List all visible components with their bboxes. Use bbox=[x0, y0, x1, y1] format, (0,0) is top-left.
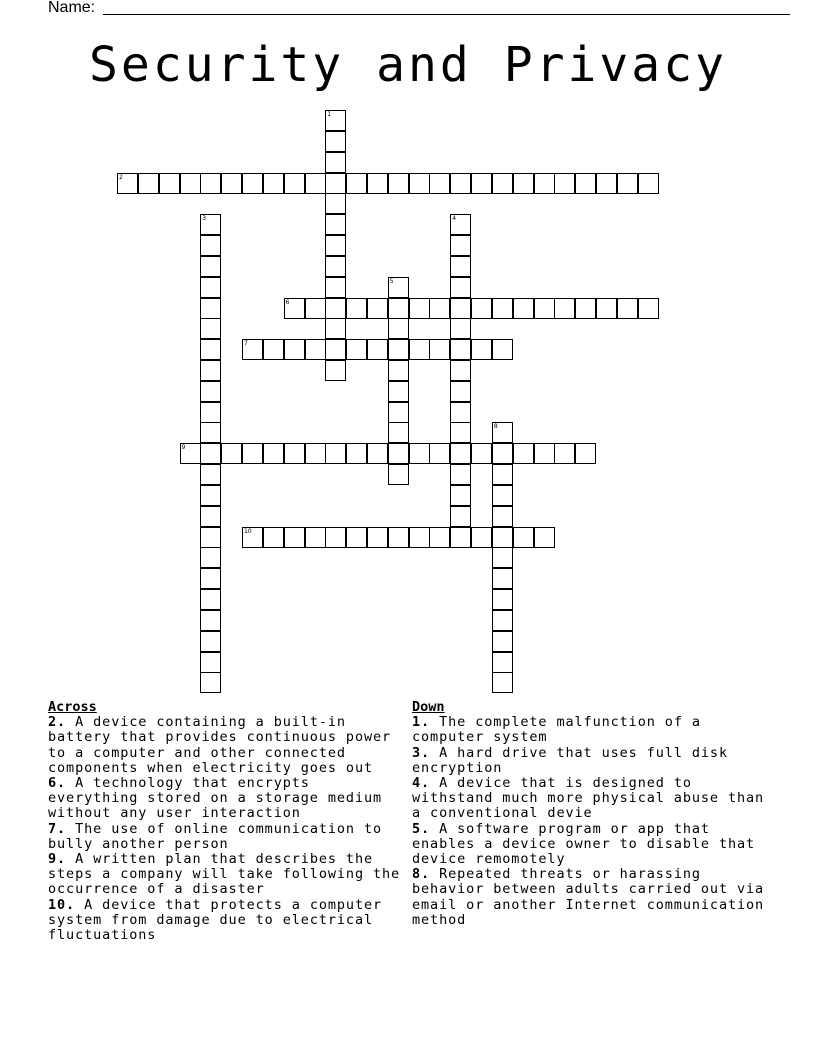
crossword-cell[interactable] bbox=[242, 173, 263, 194]
crossword-cell[interactable] bbox=[429, 173, 450, 194]
crossword-cell[interactable] bbox=[325, 360, 346, 381]
crossword-cell[interactable] bbox=[450, 214, 471, 235]
crossword-cell[interactable] bbox=[325, 339, 346, 360]
clue-number-label: 7 bbox=[244, 340, 248, 348]
crossword-cell[interactable] bbox=[513, 173, 534, 194]
crossword-cell[interactable] bbox=[180, 173, 201, 194]
crossword-cell[interactable] bbox=[409, 527, 430, 548]
crossword-cell[interactable] bbox=[513, 443, 534, 464]
crossword-cell[interactable] bbox=[305, 339, 326, 360]
crossword-cell[interactable] bbox=[596, 173, 617, 194]
clue-across bbox=[48, 715, 404, 776]
crossword-cell[interactable] bbox=[554, 173, 575, 194]
clue-down bbox=[412, 776, 772, 822]
crossword-cell[interactable] bbox=[200, 402, 221, 423]
clue-number: 9. bbox=[48, 851, 67, 868]
crossword-cell[interactable] bbox=[325, 110, 346, 131]
crossword-cell[interactable] bbox=[513, 527, 534, 548]
crossword-cell[interactable] bbox=[617, 298, 638, 319]
crossword-cell[interactable] bbox=[450, 506, 471, 527]
crossword-cell[interactable] bbox=[325, 235, 346, 256]
crossword-cell[interactable] bbox=[534, 173, 555, 194]
page-title: Security and Privacy bbox=[89, 37, 727, 93]
crossword-cell[interactable] bbox=[492, 527, 513, 548]
crossword-cell[interactable] bbox=[200, 589, 221, 610]
crossword-cell[interactable] bbox=[450, 402, 471, 423]
clue-number-label: 1 bbox=[327, 111, 332, 118]
crossword-cell[interactable] bbox=[242, 527, 263, 548]
crossword-cell[interactable] bbox=[471, 173, 492, 194]
crossword-cell[interactable] bbox=[200, 277, 221, 298]
crossword-cell[interactable] bbox=[325, 256, 346, 277]
clue-across bbox=[48, 852, 404, 898]
clue-number-label: 4 bbox=[452, 215, 457, 223]
crossword-cell[interactable] bbox=[346, 339, 367, 360]
crossword-cell[interactable] bbox=[388, 298, 409, 319]
crossword-cell[interactable] bbox=[409, 339, 430, 360]
crossword-cell[interactable] bbox=[388, 173, 409, 194]
crossword-cell[interactable] bbox=[325, 443, 346, 464]
crossword-cell[interactable] bbox=[263, 443, 284, 464]
clue-text: A technology that encrypts everything stored on a storage medium without any user interaction bbox=[48, 775, 383, 822]
clue-down bbox=[412, 746, 772, 776]
crossword-cell[interactable] bbox=[159, 173, 180, 194]
crossword-cell[interactable] bbox=[450, 318, 471, 339]
crossword-cell[interactable] bbox=[200, 235, 221, 256]
clue-text: A hard drive that uses full disk encryption bbox=[412, 744, 728, 776]
crossword-cell[interactable] bbox=[200, 568, 221, 589]
clue-across bbox=[48, 776, 404, 822]
clue-number-label: 8 bbox=[493, 423, 498, 431]
crossword-cell[interactable] bbox=[471, 527, 492, 548]
crossword-cell[interactable] bbox=[221, 443, 242, 464]
crossword-cell[interactable] bbox=[388, 381, 409, 402]
name-label: Name: bbox=[48, 0, 96, 16]
crossword-cell[interactable] bbox=[346, 443, 367, 464]
crossword-cell[interactable] bbox=[450, 298, 471, 319]
clue-down bbox=[412, 715, 772, 745]
crossword-cell[interactable] bbox=[492, 485, 513, 506]
clue-text: The complete malfunction of a computer system bbox=[412, 714, 701, 746]
crossword-cell[interactable] bbox=[180, 443, 201, 464]
crossword-cell[interactable] bbox=[200, 443, 221, 464]
crossword-cell[interactable] bbox=[534, 443, 555, 464]
crossword-cell[interactable] bbox=[492, 339, 513, 360]
crossword-cell[interactable] bbox=[429, 339, 450, 360]
crossword-cell[interactable] bbox=[200, 298, 221, 319]
clue-number: 6. bbox=[48, 775, 67, 792]
crossword-cell[interactable] bbox=[305, 298, 326, 319]
crossword-cell[interactable] bbox=[492, 506, 513, 527]
clue-across bbox=[48, 822, 404, 852]
clue-number: 3. bbox=[412, 744, 431, 761]
clue-text: A software program or app that enables a device owner to disable that device remomotely bbox=[412, 820, 756, 868]
crossword-cell[interactable] bbox=[492, 443, 513, 464]
clue-number: 5. bbox=[412, 820, 431, 837]
crossword-cell[interactable] bbox=[325, 193, 346, 214]
crossword-cell[interactable] bbox=[200, 610, 221, 631]
crossword-cell[interactable] bbox=[346, 298, 367, 319]
crossword-cell[interactable] bbox=[305, 527, 326, 548]
crossword-cell[interactable] bbox=[492, 464, 513, 485]
clue-down bbox=[412, 822, 772, 868]
crossword-cell[interactable] bbox=[450, 443, 471, 464]
crossword-cell[interactable] bbox=[325, 298, 346, 319]
crossword-cell[interactable] bbox=[492, 672, 513, 693]
crossword-cell[interactable] bbox=[388, 402, 409, 423]
crossword-cell[interactable] bbox=[263, 339, 284, 360]
crossword-cell[interactable] bbox=[325, 214, 346, 235]
clue-number-label: 9 bbox=[181, 444, 186, 452]
crossword-cell[interactable] bbox=[450, 381, 471, 402]
crossword-cell[interactable] bbox=[346, 173, 367, 194]
clue-number-label: 10 bbox=[244, 527, 252, 535]
crossword-cell[interactable] bbox=[492, 589, 513, 610]
crossword-cell[interactable] bbox=[471, 339, 492, 360]
crossword-cell[interactable] bbox=[325, 152, 346, 173]
across-heading: Across bbox=[48, 699, 97, 715]
crossword-cell[interactable] bbox=[200, 381, 221, 402]
crossword-cell[interactable] bbox=[200, 256, 221, 277]
crossword-cell[interactable] bbox=[429, 298, 450, 319]
down-clues bbox=[412, 700, 772, 928]
crossword-cell[interactable] bbox=[450, 339, 471, 360]
clue-text: Repeated threats or harassing behavior between adults carried out via email or another Internet communication method bbox=[412, 866, 765, 928]
crossword-cell[interactable] bbox=[200, 360, 221, 381]
crossword-cell[interactable] bbox=[325, 131, 346, 152]
crossword-cell[interactable] bbox=[284, 443, 305, 464]
crossword-cell[interactable] bbox=[388, 464, 409, 485]
crossword-cell[interactable] bbox=[367, 527, 388, 548]
clue-number-label: 6 bbox=[285, 298, 290, 306]
crossword-cell[interactable] bbox=[117, 173, 138, 194]
crossword-cell[interactable] bbox=[575, 173, 596, 194]
crossword-cell[interactable] bbox=[325, 318, 346, 339]
crossword-cell[interactable] bbox=[200, 464, 221, 485]
crossword-cell[interactable] bbox=[492, 568, 513, 589]
crossword-cell[interactable] bbox=[450, 464, 471, 485]
crossword-cell[interactable] bbox=[450, 235, 471, 256]
crossword-cell[interactable] bbox=[325, 277, 346, 298]
crossword-cell[interactable] bbox=[284, 339, 305, 360]
crossword-cell[interactable] bbox=[492, 631, 513, 652]
crossword-cell[interactable] bbox=[513, 298, 534, 319]
clue-number: 1. bbox=[412, 714, 431, 731]
crossword-cell[interactable] bbox=[471, 443, 492, 464]
crossword-cell[interactable] bbox=[263, 173, 284, 194]
clue-number: 2. bbox=[48, 714, 67, 731]
crossword-cell[interactable] bbox=[450, 527, 471, 548]
crossword-cell[interactable] bbox=[242, 339, 263, 360]
clue-text: A written plan that describes the steps a company will take following the occurrence of a disaster bbox=[48, 851, 401, 898]
crossword-cell[interactable] bbox=[429, 443, 450, 464]
crossword-cell[interactable] bbox=[284, 527, 305, 548]
down-heading: Down bbox=[412, 699, 445, 715]
crossword-cell[interactable] bbox=[388, 443, 409, 464]
crossword-cell[interactable] bbox=[450, 485, 471, 506]
clue-number-label: 5 bbox=[389, 277, 394, 285]
crossword-cell[interactable] bbox=[200, 422, 221, 443]
crossword-cell[interactable] bbox=[596, 298, 617, 319]
clue-number: 8. bbox=[412, 866, 431, 883]
crossword-cell[interactable] bbox=[367, 173, 388, 194]
crossword-cell[interactable] bbox=[450, 173, 471, 194]
crossword-cell[interactable] bbox=[284, 173, 305, 194]
crossword-cell[interactable] bbox=[200, 527, 221, 548]
crossword-cell[interactable] bbox=[263, 527, 284, 548]
clue-text: A device that is designed to withstand much more physical abuse than a conventional devie bbox=[412, 775, 765, 822]
clue-text: A device containing a built-in battery that provides continuous power to a computer and other connected components when electricity goes out bbox=[48, 714, 392, 776]
crossword-cell[interactable] bbox=[388, 277, 409, 298]
across-clues bbox=[48, 700, 404, 943]
crossword-cell[interactable] bbox=[200, 485, 221, 506]
clue-number-label: 3 bbox=[202, 215, 207, 223]
crossword-cell[interactable] bbox=[492, 610, 513, 631]
clue-number: 7. bbox=[48, 820, 67, 837]
crossword-cell[interactable] bbox=[617, 173, 638, 194]
crossword-cell[interactable] bbox=[200, 214, 221, 235]
crossword-cell[interactable] bbox=[388, 360, 409, 381]
crossword-cell[interactable] bbox=[200, 672, 221, 693]
crossword-cell[interactable] bbox=[346, 527, 367, 548]
clue-number: 4. bbox=[412, 775, 431, 792]
crossword-cell[interactable] bbox=[200, 631, 221, 652]
clue-across bbox=[48, 898, 404, 944]
crossword-cell[interactable] bbox=[492, 298, 513, 319]
crossword-cell[interactable] bbox=[471, 298, 492, 319]
crossword-cell[interactable] bbox=[367, 443, 388, 464]
crossword-cell[interactable] bbox=[242, 443, 263, 464]
crossword-cell[interactable] bbox=[200, 173, 221, 194]
crossword-cell[interactable] bbox=[388, 422, 409, 443]
crossword-cell[interactable] bbox=[492, 422, 513, 443]
crossword-cell[interactable] bbox=[367, 339, 388, 360]
crossword-cell[interactable] bbox=[388, 318, 409, 339]
crossword-cell[interactable] bbox=[138, 173, 159, 194]
crossword-cell[interactable] bbox=[492, 173, 513, 194]
clue-down bbox=[412, 867, 772, 928]
crossword-cell[interactable] bbox=[450, 256, 471, 277]
name-field[interactable] bbox=[48, 0, 95, 18]
crossword-cell[interactable] bbox=[492, 547, 513, 568]
crossword-cell[interactable] bbox=[409, 443, 430, 464]
clue-text: A device that protects a computer system from damage due to electrical fluctuations bbox=[48, 896, 383, 944]
clue-text: The use of online communication to bully another person bbox=[48, 820, 383, 852]
crossword-cell[interactable] bbox=[534, 527, 555, 548]
crossword-cell[interactable] bbox=[325, 173, 346, 194]
crossword-cell[interactable] bbox=[429, 527, 450, 548]
crossword-cell[interactable] bbox=[388, 339, 409, 360]
clue-number: 10. bbox=[48, 896, 76, 913]
crossword-cell[interactable] bbox=[284, 298, 305, 319]
crossword-cell[interactable] bbox=[367, 298, 388, 319]
crossword-cell[interactable] bbox=[575, 443, 596, 464]
crossword-cell[interactable] bbox=[221, 173, 242, 194]
crossword-cell[interactable] bbox=[200, 547, 221, 568]
crossword-cell[interactable] bbox=[200, 506, 221, 527]
crossword-cell[interactable] bbox=[325, 527, 346, 548]
crossword-cell[interactable] bbox=[554, 298, 575, 319]
crossword-cell[interactable] bbox=[450, 360, 471, 381]
crossword-cell[interactable] bbox=[638, 173, 659, 194]
crossword-cell[interactable] bbox=[492, 652, 513, 673]
crossword-cell[interactable] bbox=[450, 422, 471, 443]
clue-number-label: 2 bbox=[119, 173, 123, 181]
crossword-cell[interactable] bbox=[450, 277, 471, 298]
crossword-cell[interactable] bbox=[200, 339, 221, 360]
crossword-cell[interactable] bbox=[409, 298, 430, 319]
crossword-cell[interactable] bbox=[575, 298, 596, 319]
crossword-cell[interactable] bbox=[305, 173, 326, 194]
crossword-cell[interactable] bbox=[200, 318, 221, 339]
name-underline bbox=[103, 14, 790, 15]
crossword-cell[interactable] bbox=[534, 298, 555, 319]
crossword-cell[interactable] bbox=[305, 443, 326, 464]
crossword-cell[interactable] bbox=[388, 527, 409, 548]
crossword-cell[interactable] bbox=[409, 173, 430, 194]
crossword-cell[interactable] bbox=[554, 443, 575, 464]
crossword-cell[interactable] bbox=[638, 298, 659, 319]
crossword-cell[interactable] bbox=[200, 652, 221, 673]
